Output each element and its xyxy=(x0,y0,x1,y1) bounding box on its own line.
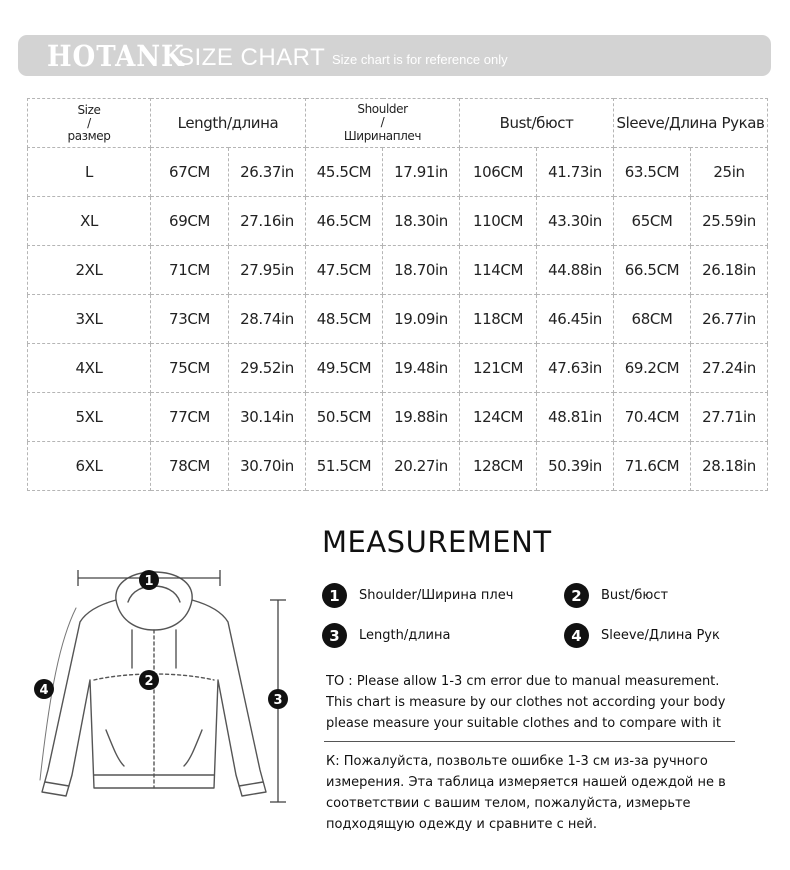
legend-shoulder xyxy=(322,583,513,608)
measurement-cell: 121CM xyxy=(460,344,537,393)
note-ru-line-1: К: Пожалуйста, позвольте ошибке 1-3 см из-за ручного xyxy=(326,754,708,769)
header-size-ru: размер xyxy=(67,128,111,143)
measurement-cell: 26.18in xyxy=(691,246,768,295)
measurement-cell: 49.5CM xyxy=(306,344,383,393)
measurement-cell: 47.5CM xyxy=(306,246,383,295)
measurement-cell: 46.5CM xyxy=(306,197,383,246)
measurement-cell: 50.39in xyxy=(537,442,614,491)
measurement-cell: 47.63in xyxy=(537,344,614,393)
table-row xyxy=(28,344,768,393)
legend-bust xyxy=(564,583,668,608)
legend-marker-2: 2 xyxy=(564,583,589,608)
measurement-cell: 27.24in xyxy=(691,344,768,393)
chart-title: SIZE CHART xyxy=(178,44,326,71)
measurement-cell: 27.16in xyxy=(229,197,306,246)
measurement-cell: 27.95in xyxy=(229,246,306,295)
note-ru-line-4: подходящую одежду и сравните с ней. xyxy=(326,817,597,832)
measurement-cell: 43.30in xyxy=(537,197,614,246)
header-length: Length/длина xyxy=(151,99,306,148)
measurement-cell: 27.71in xyxy=(691,393,768,442)
header-shoulder-slash: / xyxy=(380,115,385,129)
note-en-line-2: This chart is measure by our clothes not according your body xyxy=(326,695,726,710)
marker-shoulder xyxy=(139,570,159,590)
marker-length xyxy=(268,689,288,709)
table-header-row xyxy=(28,99,768,148)
measurement-cell: 51.5CM xyxy=(306,442,383,491)
measurement-cell: 30.14in xyxy=(229,393,306,442)
measurement-cell: 69.2CM xyxy=(614,344,691,393)
measurement-cell: 63.5CM xyxy=(614,148,691,197)
legend-label-4: Sleeve/Длина Рук xyxy=(601,628,720,643)
measurement-cell: 19.48in xyxy=(383,344,460,393)
measurement-cell: 25in xyxy=(691,148,768,197)
brand-name: HOTANK xyxy=(47,39,185,73)
measurement-cell: 26.37in xyxy=(229,148,306,197)
legend-label-1: Shoulder/Ширина плеч xyxy=(359,588,514,603)
measurement-cell: 48.81in xyxy=(537,393,614,442)
measurement-cell: 26.77in xyxy=(691,295,768,344)
size-label-cell: XL xyxy=(28,197,151,246)
legend-marker-3: 3 xyxy=(322,623,347,648)
measurement-cell: 46.45in xyxy=(537,295,614,344)
header-shoulder-ru: Ширинаплеч xyxy=(343,129,422,143)
measurement-cell: 17.91in xyxy=(383,148,460,197)
note-ru-line-3: соответствии с вашим телом, пожалуйста, измерьте xyxy=(326,796,691,811)
measurement-cell: 29.52in xyxy=(229,344,306,393)
measurement-cell: 50.5CM xyxy=(306,393,383,442)
svg-text:4: 4 xyxy=(39,683,49,698)
legend-label-3: Length/длина xyxy=(359,628,451,643)
measurement-cell: 118CM xyxy=(460,295,537,344)
measurement-cell: 20.27in xyxy=(383,442,460,491)
size-chart-banner xyxy=(18,35,771,76)
measurement-cell: 73CM xyxy=(151,295,229,344)
measurement-cell: 25.59in xyxy=(691,197,768,246)
table-row xyxy=(28,148,768,197)
measurement-title: MEASUREMENT xyxy=(322,525,552,559)
header-size-en: Size xyxy=(77,102,101,117)
measurement-cell: 71.6CM xyxy=(614,442,691,491)
svg-text:1: 1 xyxy=(144,574,154,589)
header-shoulder xyxy=(306,99,460,148)
legend-marker-1: 1 xyxy=(322,583,347,608)
measurement-cell: 106CM xyxy=(460,148,537,197)
measurement-cell: 77CM xyxy=(151,393,229,442)
measurement-cell: 28.74in xyxy=(229,295,306,344)
measurement-cell: 18.30in xyxy=(383,197,460,246)
table-row xyxy=(28,246,768,295)
measurement-cell: 65CM xyxy=(614,197,691,246)
measurement-cell: 67CM xyxy=(151,148,229,197)
size-label-cell: 6XL xyxy=(28,442,151,491)
measurement-cell: 45.5CM xyxy=(306,148,383,197)
size-label-cell: 5XL xyxy=(28,393,151,442)
hoodie-diagram xyxy=(28,560,308,810)
header-sleeve: Sleeve/Длина Рукав xyxy=(614,99,768,148)
measurement-cell: 71CM xyxy=(151,246,229,295)
note-en-line-1: TO : Please allow 1-3 cm error due to manual measurement. xyxy=(326,674,720,689)
measurement-cell: 124CM xyxy=(460,393,537,442)
measurement-cell: 66.5CM xyxy=(614,246,691,295)
table-row xyxy=(28,442,768,491)
header-bust: Bust/бюст xyxy=(460,99,614,148)
measurement-cell: 30.70in xyxy=(229,442,306,491)
header-size-slash: / xyxy=(87,115,91,130)
reference-note: Size chart is for reference only xyxy=(332,52,508,67)
table-row xyxy=(28,295,768,344)
measurement-cell: 19.09in xyxy=(383,295,460,344)
marker-sleeve xyxy=(34,679,54,699)
measurement-cell: 68CM xyxy=(614,295,691,344)
marker-bust xyxy=(139,670,159,690)
legend-marker-4: 4 xyxy=(564,623,589,648)
size-table xyxy=(27,98,768,491)
measurement-cell: 110CM xyxy=(460,197,537,246)
measurement-cell: 44.88in xyxy=(537,246,614,295)
size-label-cell: 4XL xyxy=(28,344,151,393)
legend-length xyxy=(322,623,450,648)
measurement-cell: 41.73in xyxy=(537,148,614,197)
size-label-cell: L xyxy=(28,148,151,197)
legend-label-2: Bust/бюст xyxy=(601,588,669,603)
measurement-cell: 18.70in xyxy=(383,246,460,295)
measurement-cell: 114CM xyxy=(460,246,537,295)
measurement-cell: 28.18in xyxy=(691,442,768,491)
note-ru-line-2: измерения. Эта таблица измеряется нашей одеждой не в xyxy=(326,775,726,790)
legend-sleeve xyxy=(564,623,724,648)
svg-text:3: 3 xyxy=(273,693,283,708)
size-label-cell: 2XL xyxy=(28,246,151,295)
table-row xyxy=(28,197,768,246)
measurement-cell: 48.5CM xyxy=(306,295,383,344)
svg-text:2: 2 xyxy=(144,674,154,689)
measurement-cell: 69CM xyxy=(151,197,229,246)
note-english xyxy=(326,671,734,734)
measurement-cell: 19.88in xyxy=(383,393,460,442)
measurement-cell: 70.4CM xyxy=(614,393,691,442)
note-en-line-3: please measure your suitable clothes and to compare with it xyxy=(326,716,721,731)
table-row xyxy=(28,393,768,442)
measurement-cell: 75CM xyxy=(151,344,229,393)
header-size xyxy=(28,99,151,148)
header-shoulder-en: Shoulder xyxy=(357,102,408,116)
note-divider xyxy=(324,741,735,742)
measurement-cell: 128CM xyxy=(460,442,537,491)
size-label-cell: 3XL xyxy=(28,295,151,344)
note-russian xyxy=(326,751,734,835)
measurement-cell: 78CM xyxy=(151,442,229,491)
